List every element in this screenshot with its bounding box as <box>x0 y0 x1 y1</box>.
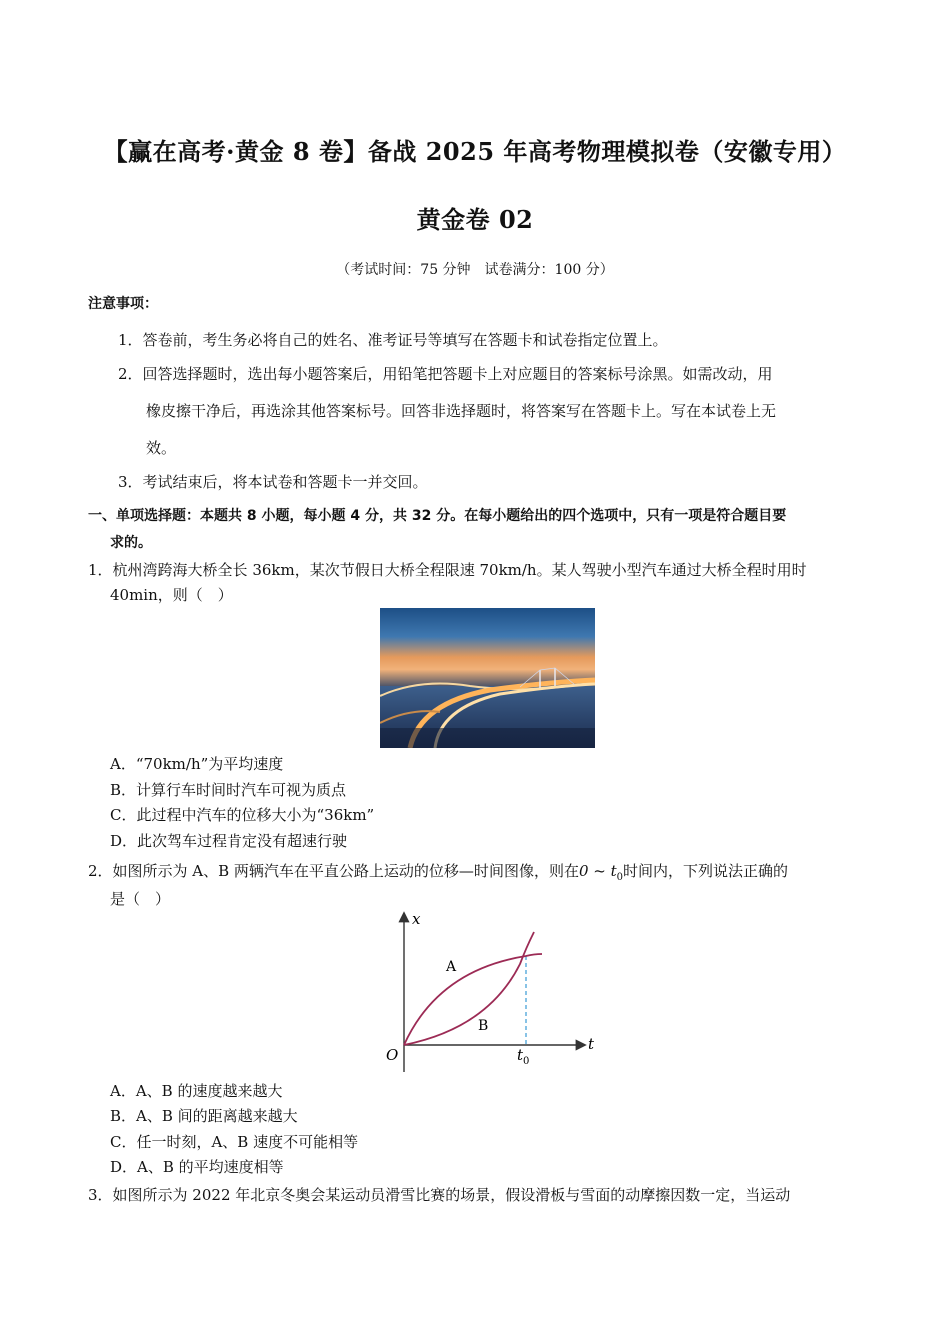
question-2-option-a: A．A、B 的速度越来越大 <box>110 1082 283 1100</box>
question-2-stem-continuation: 是（ ） <box>110 890 171 908</box>
notice-item: 1．答卷前，考生务必将自己的姓名、准考证号等填写在答题卡和试卷指定位置上。 <box>118 331 668 349</box>
notice-item: 2．回答选择题时，选出每小题答案后，用铅笔把答题卡上对应题目的答案标号涂黑。如需改动，用 <box>118 365 773 383</box>
question-2-stem-part1: 2．如图所示为 A、B 两辆汽车在平直公路上运动的位移—时间图像，则在 <box>88 862 579 880</box>
curve-b-label: B <box>478 1018 489 1034</box>
question-3-stem: 3．如图所示为 2022 年北京冬奥会某运动员滑雪比赛的场景，假设滑板与雪面的动摩擦因数一定，当运动 <box>88 1186 791 1204</box>
origin-label: O <box>386 1046 399 1064</box>
curve-a-label: A <box>446 959 457 975</box>
question-1-option-a: A．“70km/h”为平均速度 <box>110 755 284 773</box>
x-axis-label: t <box>588 1035 595 1053</box>
exam-meta: （考试时间：75 分钟 试卷满分：100 分） <box>336 262 614 278</box>
question-2-stem-part2: 时间内，下列说法正确的 <box>623 862 789 880</box>
t0-tick-label <box>517 1046 529 1067</box>
question-1-stem-continuation: 40min，则（ ） <box>110 586 233 604</box>
position-time-graph <box>378 908 598 1076</box>
bridge-photo-illustration <box>380 608 595 748</box>
notice-item-continuation: 效。 <box>146 439 177 457</box>
question-2-stem <box>88 861 788 888</box>
question-2-option-b: B．A、B 间的距离越来越大 <box>110 1107 298 1125</box>
y-axis-label: x <box>412 910 421 928</box>
exam-title: 【赢在高考·黄金 8 卷】备战 2025 年高考物理模拟卷（安徽专用） <box>103 137 847 166</box>
time-range-subscript: 0 <box>616 872 624 883</box>
exam-subtitle: 黄金卷 02 <box>416 205 534 234</box>
bridge-photo <box>380 608 595 748</box>
curve-b <box>404 932 534 1045</box>
notice-heading: 注意事项： <box>88 296 158 312</box>
question-2-option-d: D．A、B 的平均速度相等 <box>110 1158 284 1176</box>
notice-item: 3．考试结束后，将本试卷和答题卡一并交回。 <box>118 473 428 491</box>
section-heading: 一、单项选择题：本题共 8 小题，每小题 4 分，共 32 分。在每小题给出的四个选项中，只有一项是符合题目要 <box>88 508 787 524</box>
notice-item-continuation: 橡皮擦干净后，再选涂其他答案标号。回答非选择题时，将答案写在答题卡上。写在本试卷上无 <box>146 402 777 420</box>
question-2-option-c: C．任一时刻，A、B 速度不可能相等 <box>110 1133 359 1151</box>
time-range-math: 0 ~ t <box>578 862 617 880</box>
position-time-graph-svg <box>378 908 598 1076</box>
question-1-option-b: B．计算行车时间时汽车可视为质点 <box>110 781 347 799</box>
question-1-option-c: C．此过程中汽车的位移大小为“36km” <box>110 806 375 824</box>
section-heading-continuation: 求的。 <box>110 535 152 551</box>
t0-tick-letter: t <box>517 1046 524 1064</box>
question-1-option-d: D．此次驾车过程肯定没有超速行驶 <box>110 832 348 850</box>
question-1-stem: 1．杭州湾跨海大桥全长 36km，某次节假日大桥全程限速 70km/h。某人驾驶小型汽车通过大桥全程时用时 <box>88 561 807 579</box>
curve-a <box>404 954 542 1045</box>
t0-tick-sub: 0 <box>523 1056 530 1067</box>
